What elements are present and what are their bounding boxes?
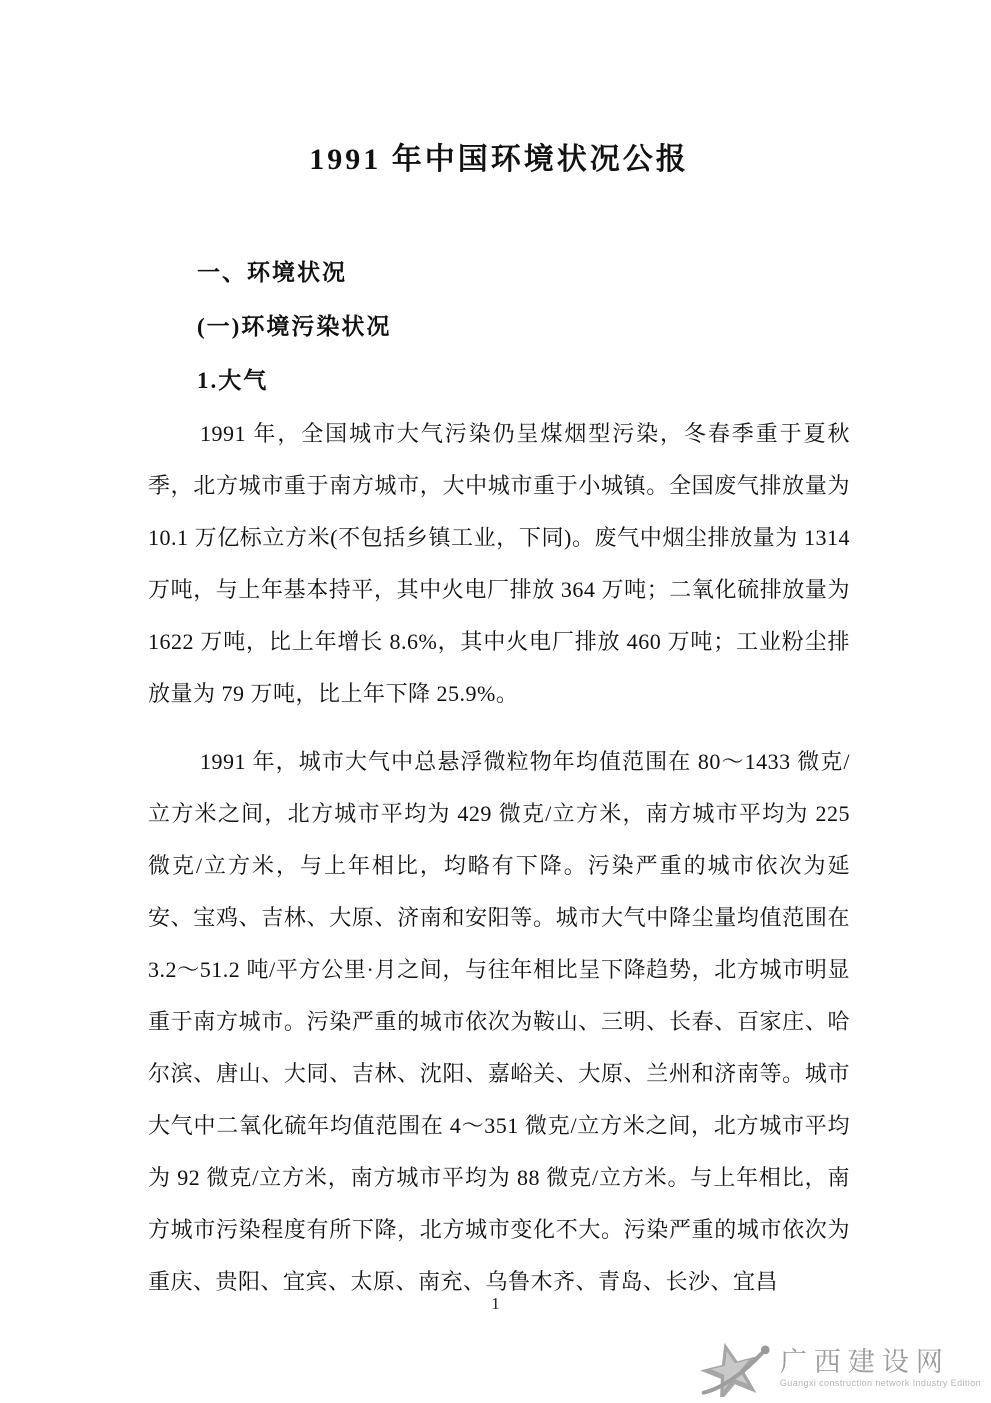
headings-block	[197, 246, 850, 408]
paragraph-particulates: 1991 年，城市大气中总悬浮微粒物年均值范围在 80～1433 微克/立方米之间，北方城市平均为 429 微克/立方米，南方城市平均为 225 微克/立方米，与上年相比，均略有下降。污染严重的城市依次为延安、宝鸡、吉林、大原、济南和安阳等。城市大气中降尘量均值范围在 3.2～51.2 吨/平方公里·月之间，与往年相比呈下降趋势，北方城市明显重于南方城市。污染严重的城市依次为鞍山、三明、长春、百家庄、哈尔滨、唐山、大同、吉林、沈阳、嘉峪关、大原、兰州和济南等。城市大气中二氧化硫年均值范围在 4～351 微克/立方米之间，北方城市平均为 92 微克/立方米，南方城市平均为 88 微克/立方米。与上年相比，南方城市污染程度有所下降，北方城市变化不大。污染严重的城市依次为重庆、贵阳、宜宾、太原、南充、乌鲁木齐、青岛、长沙、宜昌	[148, 749, 850, 1294]
heading-section-environment-status: 一、环境状况	[197, 260, 347, 285]
watermark	[700, 1339, 981, 1397]
heading-topic-atmosphere: 1.大气	[197, 368, 269, 393]
star-swoosh-logo-icon	[700, 1339, 774, 1397]
watermark-text	[780, 1347, 981, 1389]
page-number: 1	[491, 1294, 500, 1313]
body-text	[148, 408, 850, 1308]
document-title: 1991 年中国环境状况公报	[309, 143, 689, 176]
watermark-tagline: Guangxi construction network Industry Edition	[779, 1378, 981, 1388]
heading-subsection-pollution-status: (一)环境污染状况	[197, 314, 392, 339]
watermark-site-name: 广西建设网	[779, 1347, 950, 1377]
paragraph-emissions: 1991 年，全国城市大气污染仍呈煤烟型污染，冬春季重于夏秋季，北方城市重于南方城市，大中城市重于小城镇。全国废气排放量为 10.1 万亿标立方米(不包括乡镇工业，下同)。废气中烟尘排放量为 1314 万吨，与上年基本持平，其中火电厂排放 364 万吨；二氧化硫排放量为 1622 万吨，比上年增长 8.6%，其中火电厂排放 460 万吨；工业粉尘排放量为 79 万吨，比上年下降 25.9%。	[148, 421, 850, 706]
